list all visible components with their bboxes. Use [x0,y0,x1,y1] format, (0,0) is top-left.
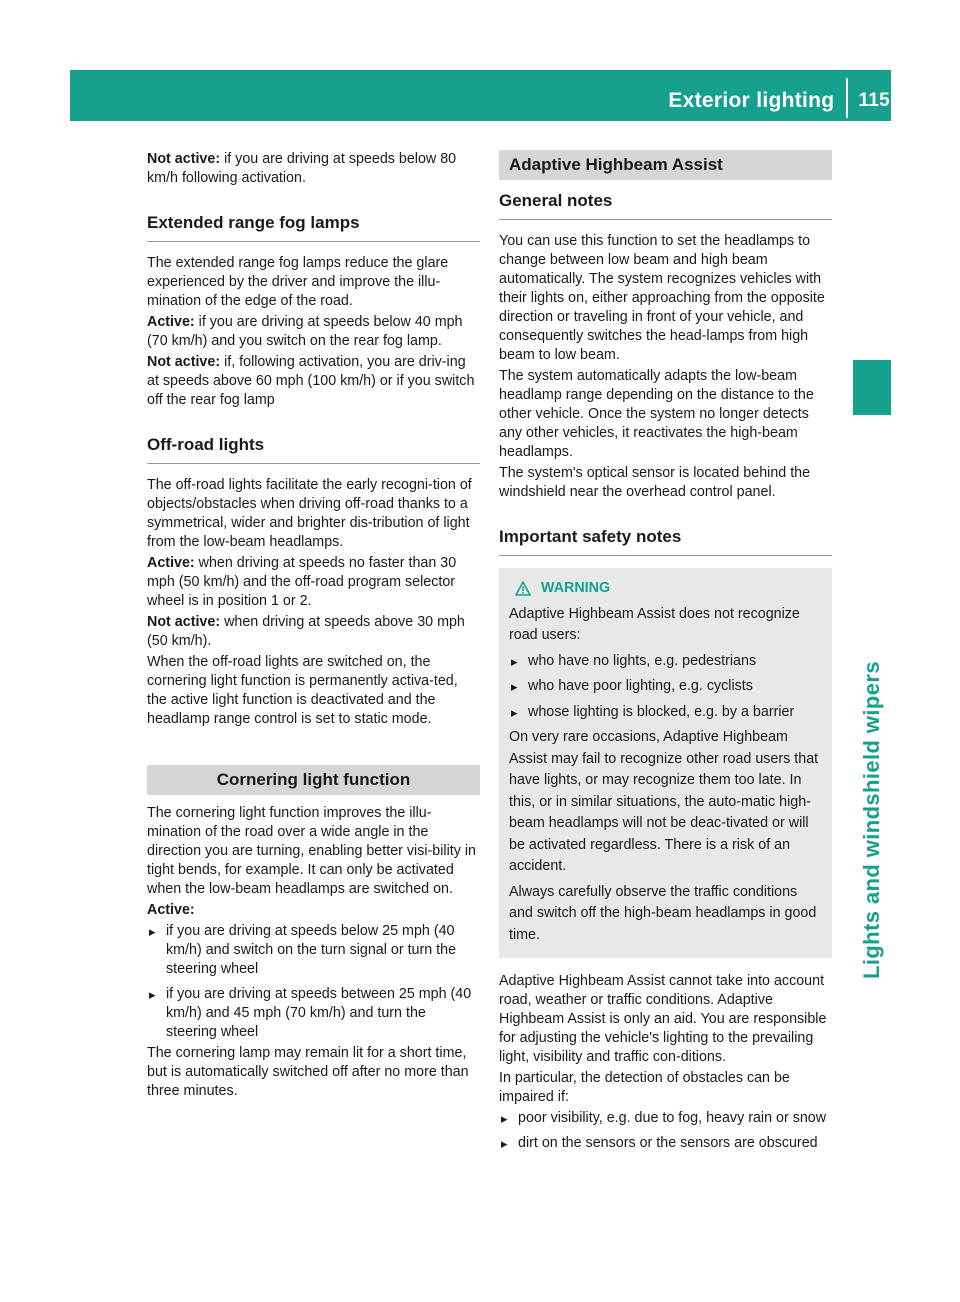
section-title: Exterior lighting [668,89,835,112]
cornering-active-list [147,922,480,1042]
cornering-note: The cornering lamp may remain lit for a short time, but is automatically switched off after no more than three minutes. [147,1045,469,1099]
header-separator [846,78,848,118]
heading-general-notes: General notes [499,190,832,220]
offroad-description: The off-road lights facilitate the early recogni-tion of objects/obstacles when driving off-road thanks to a symmetrical, wider and brighter dis-tribution of light from the low-beam headlamps. [147,477,472,550]
cornering-active-label: Active: [147,902,195,918]
list-item: ▸ poor visibility, e.g. due to fog, heavy rain or snow [499,1109,832,1128]
safety-paragraph-2: In particular, the detection of obstacles can be impaired if: [499,1070,790,1105]
offroad-note: When the off-road lights are switched on, the cornering light function is permanently activa-ted, the active light function is deactivated and the headlamp range control is set to static mode. [147,654,458,727]
list-item: ▸ who have no lights, e.g. pedestrians [509,651,822,673]
list-item: ▸ whose lighting is blocked, e.g. by a barrier [509,702,822,724]
warning-box [499,568,832,958]
heading-off-road-lights: Off-road lights [147,434,480,464]
right-column [499,150,832,1159]
heading-extended-range-fog-lamps: Extended range fog lamps [147,212,480,242]
heading-important-safety-notes: Important safety notes [499,526,832,556]
fog-not-active: Not active: if, following activation, you are driv-ing at speeds above 60 mph (100 km/h) or if you switch off the rear fog lamp [147,354,475,408]
fog-description: The extended range fog lamps reduce the glare experienced by the driver and improve the illu-mination of the edge of the road. [147,255,449,309]
heading-cornering-light-function: Cornering light function [147,765,480,795]
side-tab-marker [853,360,891,415]
general-paragraph-3: The system's optical sensor is located behind the windshield near the overhead control panel. [499,465,811,500]
not-active-intro: Not active: if you are driving at speeds below 80 km/h following activation. [147,151,457,186]
list-item: ▸ dirt on the sensors or the sensors are obscured [499,1134,832,1153]
page-number: 115 [858,90,890,111]
heading-adaptive-highbeam-assist: Adaptive Highbeam Assist [499,150,832,180]
warning-list [509,651,822,724]
warning-paragraph-3: Always carefully observe the traffic conditions and switch off the high-beam headlamps in good time. [509,883,817,943]
warning-header [509,578,822,600]
safety-paragraph-1: Adaptive Highbeam Assist cannot take into account road, weather or traffic conditions. Adaptive Highbeam Assist is only an aid. You are responsible for adjusting the vehicle's lighting to the prevailing light, visibility and traffic con-ditions. [499,973,827,1065]
left-column [147,150,480,1103]
list-item: ▸ who have poor lighting, e.g. cyclists [509,676,822,698]
general-paragraph-2: The system automatically adapts the low-beam headlamp range depending on the distance to the other vehicle. Once the system no longer detects any other vehicles, it reactivates the high-beam headlamps. [499,368,814,460]
warning-label: WARNING [541,580,611,596]
list-item: ▸ if you are driving at speeds below 25 mph (40 km/h) and switch on the turn signal or turn the steering wheel [147,922,480,979]
offroad-not-active: Not active: when driving at speeds above 30 mph (50 km/h). [147,614,465,649]
side-chapter-label: Lights and windshield wipers [859,660,884,980]
header-title [668,86,890,116]
warning-triangle-icon [515,581,531,596]
warning-paragraph-2: On very rare occasions, Adaptive Highbeam Assist may fail to recognize other road users that have lights, or may recognize them too late. In this, or in similar situations, the auto-matic high-beam headlamps will not be deac-tivated or will be activated regardless. There is a risk of an accident. [509,729,819,874]
cornering-description: The cornering light function improves the illu-mination of the road over a wide angle in the direction you are turning, enabling better visi-bility in tight bends, for example. It can only be activated when the low-beam headlamps are switched on. [147,805,477,897]
offroad-active: Active: when driving at speeds no faster than 30 mph (50 km/h) and the off-road program selector wheel is in position 1 or 2. [147,555,457,609]
general-paragraph-1: You can use this function to set the headlamps to change between low beam and high beam automatically. The system recognizes vehicles with their lights on, either approaching from the opposite direction or traveling in front of your vehicle, and consequently switches the head-lamps from high beam to low beam. [499,233,825,363]
list-item: ▸ if you are driving at speeds between 25 mph (40 km/h) and 45 mph (70 km/h) and turn the steering wheel [147,985,480,1042]
impaired-conditions-list [499,1109,832,1153]
warning-intro: Adaptive Highbeam Assist does not recognize road users: [509,605,800,643]
fog-active: Active: if you are driving at speeds below 40 mph (70 km/h) and you switch on the rear fog lamp. [147,314,463,349]
